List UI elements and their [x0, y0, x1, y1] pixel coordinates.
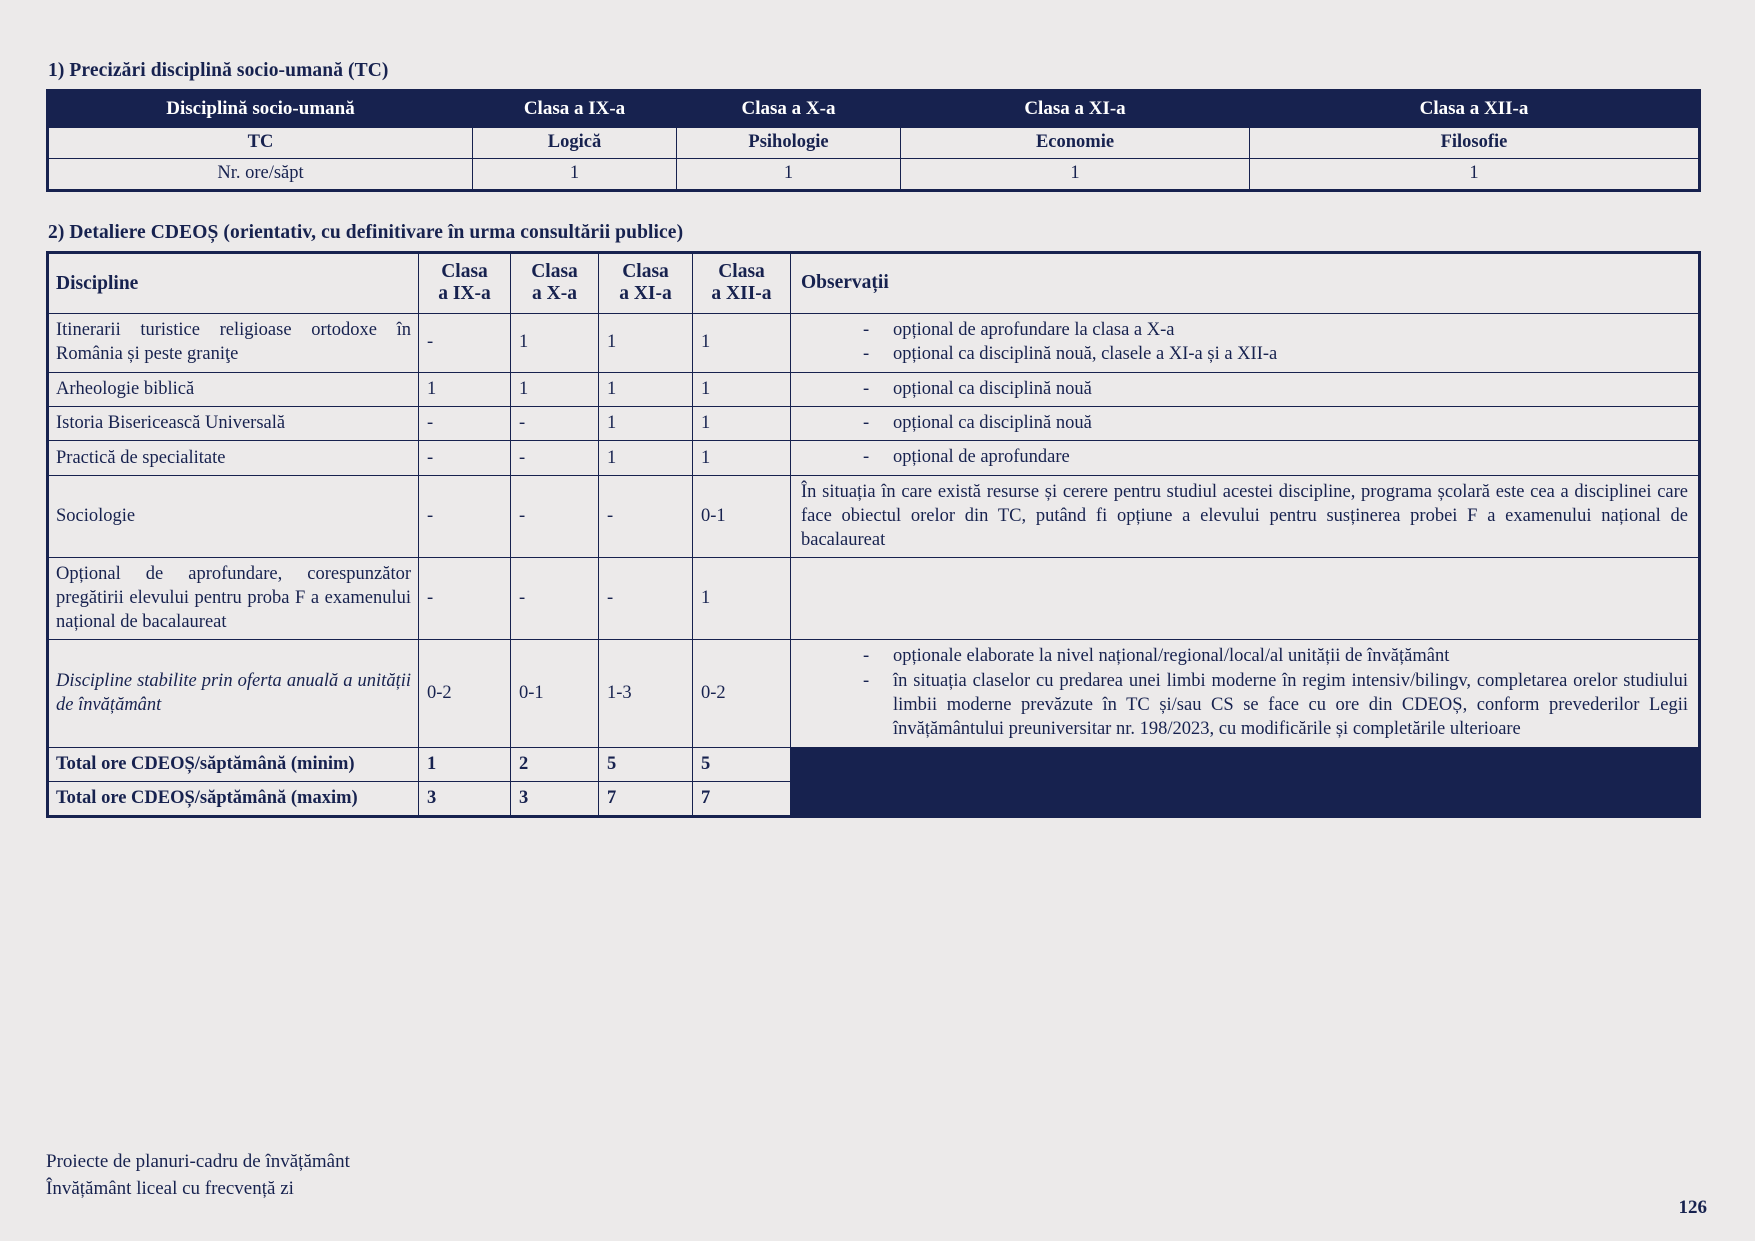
cell-hours-class-10: 1: [677, 158, 901, 190]
cell-class-10: -: [511, 475, 599, 557]
cell-discipline: Practică de specialitate: [48, 441, 419, 475]
cell-observations: [791, 407, 1700, 441]
cell-total-class-9: 3: [419, 781, 511, 816]
observation-text: în situația claselor cu predarea unei limbi moderne în regim intensiv/bilingv, completarea orelor studiului limbii moderne prevăzute în TC și/sau CS se face cu ore din CDEOȘ, conform prevederilor Legii învățământului preuniversitar nr. 198/2023, cu modificările și completările ulterioare: [893, 670, 1688, 740]
cell-filler: [791, 781, 1700, 816]
cell-observations: [791, 640, 1700, 748]
table-row-total-min: [48, 747, 1700, 781]
cell-class-10: -: [511, 441, 599, 475]
cell-tc-class-9: Logică: [473, 127, 677, 158]
cell-class-11: -: [599, 558, 693, 640]
cell-class-11: 1: [599, 372, 693, 406]
col-header-observations: Observații: [791, 253, 1700, 314]
table-row: [48, 313, 1700, 372]
cell-tc-label: TC: [48, 127, 473, 158]
footer: [46, 1148, 350, 1203]
socio-umana-table: [46, 89, 1701, 192]
col-header-class-10-line1: Clasa: [531, 261, 578, 282]
table-header-row: [48, 91, 1700, 128]
cell-class-10: 1: [511, 372, 599, 406]
observation-item: [801, 318, 1688, 342]
cell-discipline: Sociologie: [48, 475, 419, 557]
cell-filler: [791, 747, 1700, 781]
col-header-class-12-line1: Clasa: [718, 261, 765, 282]
col-header-class-12: Clasa a XII-a: [1250, 91, 1700, 128]
observation-text: opțional de aprofundare: [893, 447, 1070, 468]
footer-line-1: Proiecte de planuri-cadru de învățământ: [46, 1150, 350, 1172]
cell-class-9: -: [419, 407, 511, 441]
cell-discipline: Opțional de aprofundare, corespunzător pregătirii elevului pentru proba F a examenului național de bacalaureat: [48, 558, 419, 640]
bullet-dash-icon: -: [863, 319, 870, 340]
table-row: [48, 640, 1700, 748]
cell-hours-label: Nr. ore/săpt: [48, 158, 473, 190]
col-header-class-10-line2: a X-a: [532, 283, 577, 305]
cell-total-class-10: 2: [511, 747, 599, 781]
cell-class-10: 1: [511, 313, 599, 372]
cell-total-class-11: 7: [599, 781, 693, 816]
cell-discipline: Arheologie biblică: [48, 372, 419, 406]
table-row: [48, 558, 1700, 640]
cell-class-11: 1: [599, 407, 693, 441]
section-2-title: 2) Detaliere CDEOȘ (orientativ, cu definitivare în urma consultării publice): [48, 222, 684, 243]
bullet-dash-icon: -: [863, 413, 870, 434]
observation-item: [801, 445, 1688, 469]
cell-tc-class-12: Filosofie: [1250, 127, 1700, 158]
cell-class-12: 1: [693, 372, 791, 406]
cell-discipline: Discipline stabilite prin oferta anuală a unității de învățământ: [48, 640, 419, 748]
bullet-dash-icon: -: [863, 646, 870, 667]
col-header-class-11-line2: a XI-a: [619, 283, 672, 305]
cell-total-class-10: 3: [511, 781, 599, 816]
bullet-dash-icon: -: [863, 447, 870, 468]
cdeos-table: [46, 251, 1701, 818]
col-header-class-9-line1: Clasa: [441, 261, 488, 282]
cell-observations: [791, 313, 1700, 372]
col-header-discipline: Disciplină socio-umană: [48, 91, 473, 128]
section-1-title: 1) Precizări disciplină socio-umană (TC): [48, 60, 389, 81]
bullet-dash-icon: -: [863, 378, 870, 399]
footer-line-2: Învățământ liceal cu frecvență zi: [46, 1178, 294, 1200]
table-row: [48, 441, 1700, 475]
col-header-class-9: [419, 253, 511, 314]
table-header-row: [48, 253, 1700, 314]
cell-class-12: 1: [693, 407, 791, 441]
col-header-discipline: Discipline: [48, 253, 419, 314]
bullet-dash-icon: -: [863, 670, 870, 691]
col-header-class-9-line2: a IX-a: [438, 283, 491, 305]
table-row: [48, 127, 1700, 158]
cell-class-11: 1-3: [599, 640, 693, 748]
observation-text: opționale elaborate la nivel național/regional/local/al unității de învățământ: [893, 646, 1450, 667]
cell-class-10: 0-1: [511, 640, 599, 748]
table-row: [48, 158, 1700, 190]
cell-total-class-12: 5: [693, 747, 791, 781]
col-header-class-10: [511, 253, 599, 314]
cell-class-9: 1: [419, 372, 511, 406]
cell-total-class-12: 7: [693, 781, 791, 816]
observation-item: [801, 644, 1688, 668]
observation-item: [801, 377, 1688, 401]
col-header-class-11: Clasa a XI-a: [901, 91, 1250, 128]
cell-class-11: 1: [599, 441, 693, 475]
observation-text: opțional ca disciplină nouă: [893, 378, 1092, 399]
bullet-dash-icon: -: [863, 344, 870, 365]
observation-item: [801, 411, 1688, 435]
cell-total-label: Total ore CDEOȘ/săptămână (minim): [48, 747, 419, 781]
table-row: [48, 372, 1700, 406]
cell-observations: [791, 441, 1700, 475]
cell-class-9: 0-2: [419, 640, 511, 748]
col-header-class-9: Clasa a IX-a: [473, 91, 677, 128]
cell-observations: [791, 558, 1700, 640]
table-row: [48, 407, 1700, 441]
observation-text: opțional de aprofundare la clasa a X-a: [893, 319, 1175, 340]
cell-class-12: 1: [693, 558, 791, 640]
cell-observations: În situația în care există resurse și cerere pentru studiul acestei discipline, programa școlară este cea a disciplinei care face obiectul orelor din TC, putând fi opțiune a elevului pentru susținerea probei F a examenului național de bacalaureat: [791, 475, 1700, 557]
observation-item: [801, 342, 1688, 366]
cell-tc-class-11: Economie: [901, 127, 1250, 158]
observation-item: [801, 669, 1688, 742]
cell-observations: [791, 372, 1700, 406]
cell-hours-class-12: 1: [1250, 158, 1700, 190]
col-header-class-10: Clasa a X-a: [677, 91, 901, 128]
cell-class-9: -: [419, 475, 511, 557]
cell-class-12: 0-1: [693, 475, 791, 557]
cell-class-12: 1: [693, 313, 791, 372]
cell-total-class-11: 5: [599, 747, 693, 781]
observation-text: opțional ca disciplină nouă, clasele a XI-a și a XII-a: [893, 344, 1278, 365]
cell-class-12: 1: [693, 441, 791, 475]
cell-discipline: Istoria Bisericească Universală: [48, 407, 419, 441]
table-row-total-max: [48, 781, 1700, 816]
cell-class-9: -: [419, 313, 511, 372]
cell-class-9: -: [419, 441, 511, 475]
cell-class-9: -: [419, 558, 511, 640]
cell-class-12: 0-2: [693, 640, 791, 748]
cell-total-label: Total ore CDEOȘ/săptămână (maxim): [48, 781, 419, 816]
cell-hours-class-11: 1: [901, 158, 1250, 190]
cell-class-11: -: [599, 475, 693, 557]
cell-class-11: 1: [599, 313, 693, 372]
observation-text: opțional ca disciplină nouă: [893, 413, 1092, 434]
table-row: [48, 475, 1700, 557]
cell-total-class-9: 1: [419, 747, 511, 781]
cell-class-10: -: [511, 407, 599, 441]
col-header-class-11: [599, 253, 693, 314]
col-header-class-11-line1: Clasa: [622, 261, 669, 282]
cell-hours-class-9: 1: [473, 158, 677, 190]
page-number: 126: [1678, 1197, 1707, 1218]
cell-class-10: -: [511, 558, 599, 640]
cell-tc-class-10: Psihologie: [677, 127, 901, 158]
cell-discipline: Itinerarii turistice religioase ortodoxe în România și peste graniţe: [48, 313, 419, 372]
col-header-class-12-line2: a XII-a: [711, 283, 772, 305]
col-header-class-12: [693, 253, 791, 314]
